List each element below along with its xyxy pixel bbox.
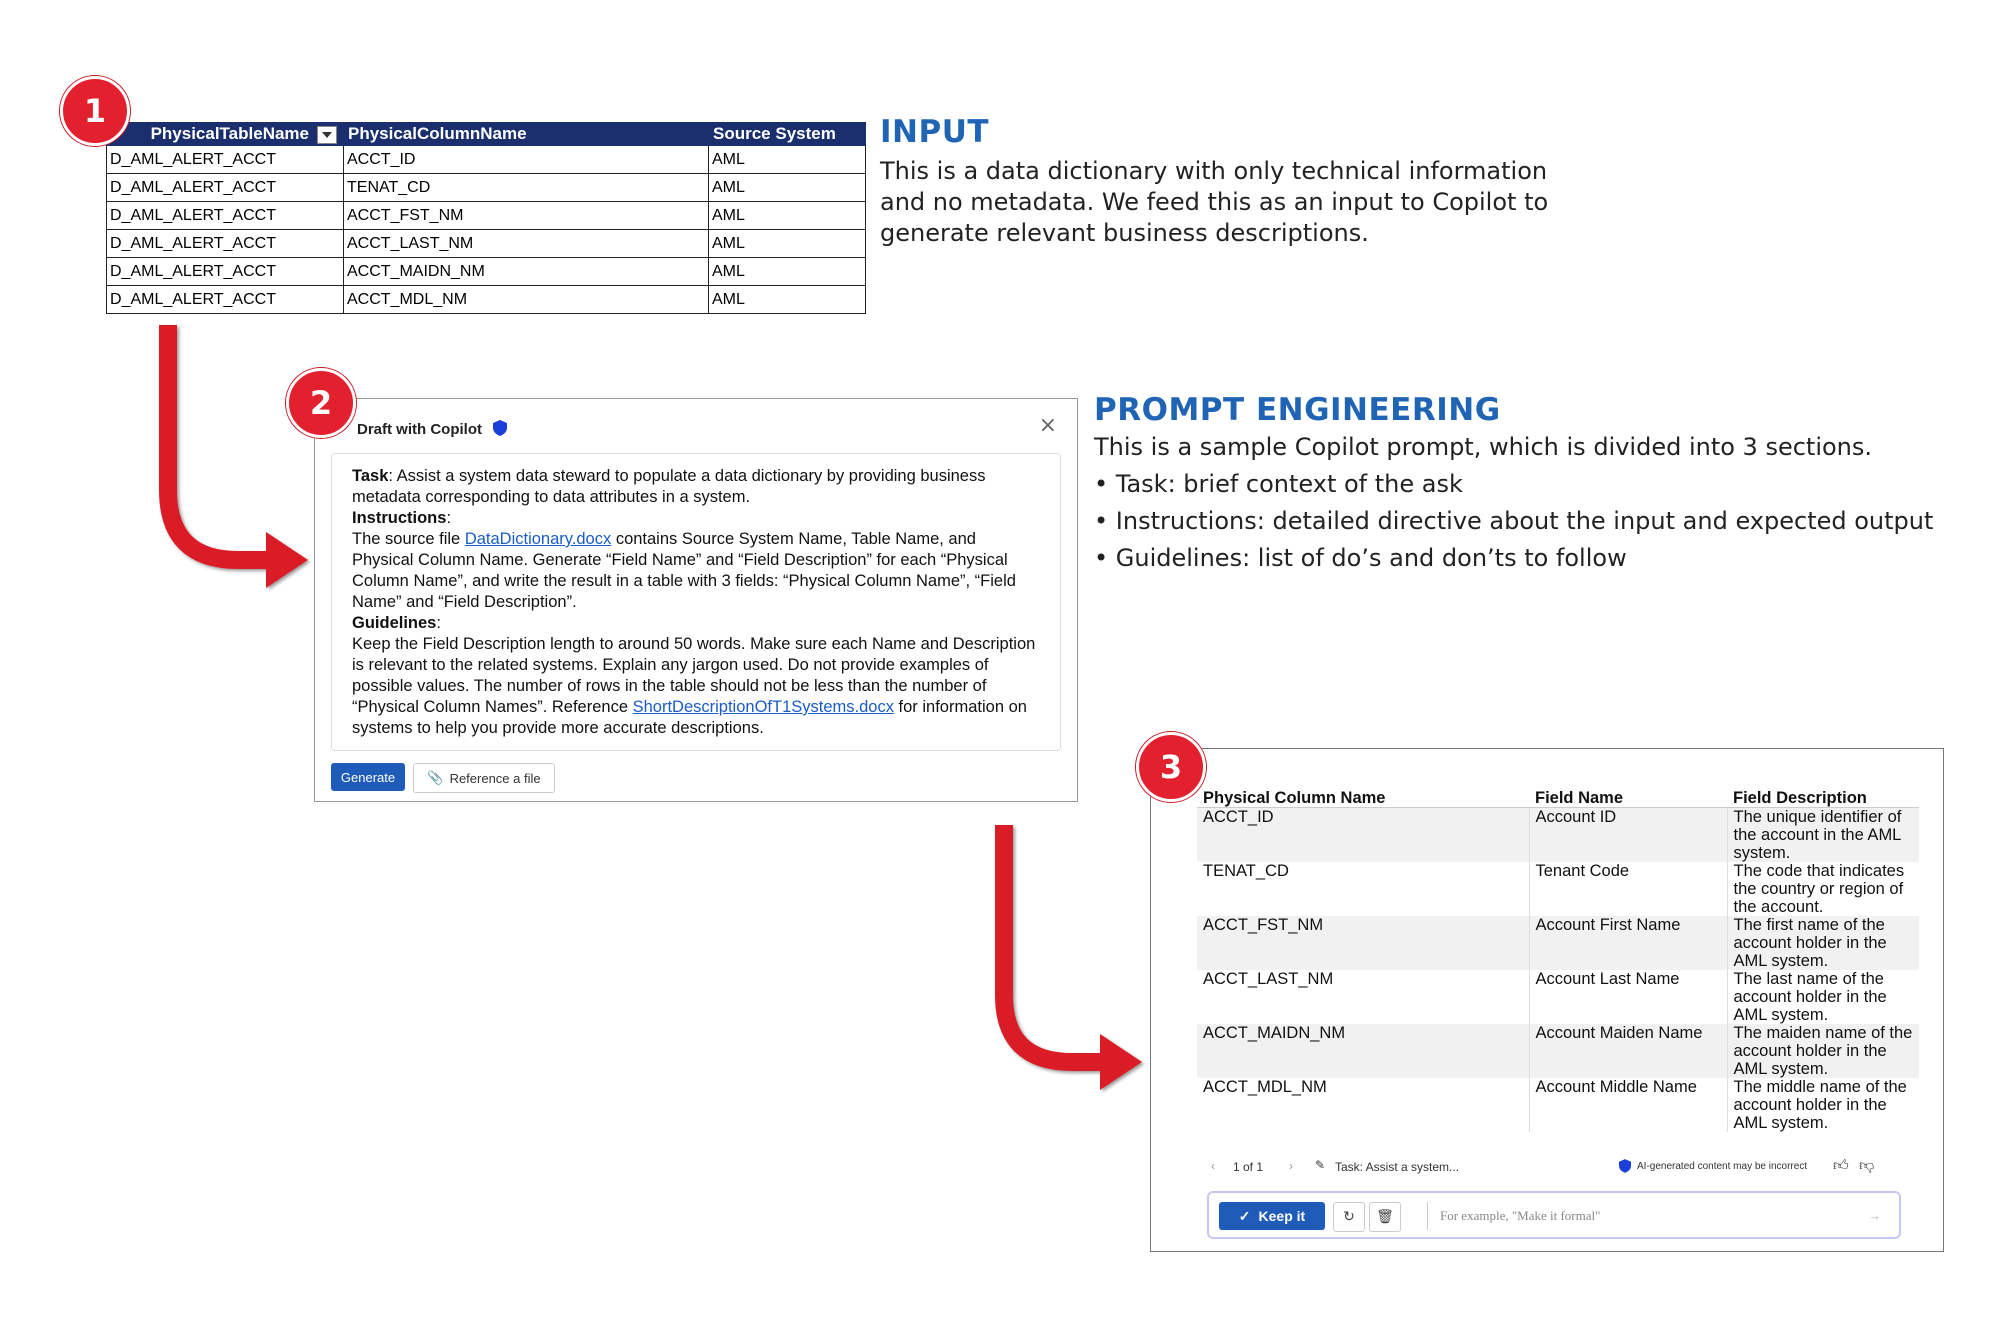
regenerate-button[interactable] [1333,1202,1365,1232]
input-data-dictionary-table [106,122,866,314]
arrow-2-to-3 [1004,825,1142,1090]
table-cell: ACCT_LAST_NM [1197,970,1529,1024]
table-cell[interactable]: AML [709,286,866,314]
prompt-engineering-description: This is a sample Copilot prompt, which is divided into 3 sections. • Task: brief context of the ask • Instructions: detailed directive about the input and expected output • Guidelines: list of do’s and don’ts to follow [1094,433,1934,572]
instructions-text-post: contains Source System Name, Table Name, and Physical Column Name. Generate “Field Name” and “Field Description” for each “Physical Column Name”, and write the result in a table with 3 fields: “Physical Column Name”, “Field Name” and “Field Description”. [352,530,1016,611]
table-cell: The last name of the account holder in the AML system. [1733,970,1887,1024]
bullet-guidelines: • Guidelines: list of do’s and don’ts to follow [1094,544,1627,572]
generate-button[interactable]: Generate [331,763,405,791]
table-cell[interactable]: ACCT_LAST_NM [344,230,709,258]
step-1-badge: 1 [60,76,130,146]
paperclip-icon: 📎 [427,770,444,785]
table-cell: Account First Name [1529,916,1727,970]
chevron-left-icon[interactable]: ‹ [1211,1159,1215,1173]
table-cell: ACCT_MDL_NM [1197,1078,1529,1132]
table-row [107,174,866,202]
table-cell: Account ID [1529,808,1727,863]
table-row [1197,1024,1919,1078]
table-cell[interactable]: D_AML_ALERT_ACCT [107,258,344,286]
table-cell[interactable]: D_AML_ALERT_ACCT [107,286,344,314]
copilot-output-panel [1150,748,1944,1252]
close-icon[interactable]: × [1038,413,1057,438]
table-row [107,230,866,258]
table-row [1197,1078,1919,1132]
refine-input[interactable] [1427,1202,1889,1230]
table-row [107,258,866,286]
table-cell: The first name of the account holder in the AML system. [1727,916,1919,970]
copilot-shield-icon [1619,1159,1631,1173]
input-title: INPUT [880,114,990,150]
pager-text: 1 of 1 [1233,1160,1264,1174]
refine-chat-bar [1207,1191,1901,1239]
table-cell: ACCT_ID [1197,808,1529,863]
chevron-right-icon[interactable]: › [1289,1159,1293,1173]
table-row [1197,862,1919,916]
table-cell[interactable]: ACCT_ID [344,146,709,174]
table-cell[interactable]: AML [709,174,866,202]
header-physical-column-name: Physical Column Name [1197,789,1529,808]
table-cell: Account Maiden Name [1529,1024,1727,1078]
filter-dropdown-icon[interactable] [317,126,337,144]
copilot-shield-icon [493,420,507,436]
reference-a-file-label: Reference a file [449,770,541,786]
bullet-instructions: • Instructions: detailed directive about the input and expected output [1094,507,1934,535]
short-description-link[interactable]: ShortDescriptionOfT1Systems.docx [632,698,894,716]
header-field-description: Field Description [1727,789,1919,808]
pencil-icon: ✎ [1315,1158,1326,1172]
refine-input-placeholder: For example, "Make it formal" [1440,1208,1601,1223]
input-description: This is a data dictionary with only technical information and no metadata. We feed this as an input to Copilot to generate relevant business descriptions. [880,157,1549,247]
send-arrow-icon[interactable]: → [1868,1208,1881,1223]
table-cell: Tenant Code [1529,862,1727,916]
task-summary[interactable]: Task: Assist a system... [1335,1160,1460,1174]
table-cell[interactable]: ACCT_MAIDN_NM [344,258,709,286]
table-row [1197,916,1919,970]
table-cell: Account Middle Name [1529,1078,1727,1132]
step-2-badge: 2 [286,368,356,438]
response-navigation-row [1211,1155,1911,1179]
bullet-task: • Task: brief context of the ask [1094,470,1463,498]
table-cell: TENAT_CD [1197,862,1529,916]
table-cell: The maiden name of the account holder in the AML system. [1727,1024,1919,1078]
dialog-title: Draft with Copilot [357,421,482,438]
table-cell[interactable]: ACCT_MDL_NM [344,286,709,314]
table-row [1197,808,1919,863]
arrow-1-to-2 [168,325,308,588]
instructions-text-pre: The source file [352,530,465,548]
table-row [1197,970,1919,1024]
instructions-label: Instructions [352,509,447,527]
task-text: : Assist a system data steward to populate a data dictionary by providing business metadata corresponding to data attributes in a system. [352,467,986,506]
header-physical-table-name: PhysicalTableName [107,123,344,146]
table-cell: The middle name of the account holder in the AML system. [1733,1078,1907,1132]
table-cell[interactable]: AML [709,230,866,258]
table-row [107,146,866,174]
check-icon: ✓ [1238,1207,1251,1224]
guidelines-text-post: for information on systems to help you provide more accurate descriptions. [352,698,1027,737]
trash-icon: 🗑︎ [1376,1209,1394,1225]
table-cell[interactable]: D_AML_ALERT_ACCT [107,146,344,174]
guidelines-label: Guidelines [352,614,437,632]
reference-a-file-button[interactable] [413,763,555,793]
thumbs-down-icon[interactable]: 👎︎ [1859,1157,1875,1174]
table-cell: Account Last Name [1529,970,1727,1024]
header-source-system: Source System [709,123,866,146]
table-row [107,202,866,230]
table-cell[interactable]: D_AML_ALERT_ACCT [107,230,344,258]
table-cell[interactable]: AML [709,202,866,230]
output-table-viewport[interactable] [1151,749,1945,1149]
output-table [1197,789,1919,1132]
prompt-engineering-title: PROMPT ENGINEERING [1094,392,1501,428]
table-cell[interactable]: D_AML_ALERT_ACCT [107,174,344,202]
table-cell[interactable]: TENAT_CD [344,174,709,202]
data-dictionary-link[interactable]: DataDictionary.docx [464,530,612,548]
refresh-icon: ↻ [1343,1209,1355,1225]
task-label: Task [352,467,389,485]
table-cell: ACCT_FST_NM [1197,916,1529,970]
prompt-text-area[interactable]: Task: Assist a system data steward to populate a data dictionary by providing business metadata corresponding to data attributes in a system. Instructions: The source file DataDictionary.docx contains Source System Name, Table Name, and Physical Column Name. Generate “Field Name” and “Field Description” for each “Physical Column Name”, and write the result in a table with 3 fields: “Physical Column Name”, “Field Name” and “Field Description”. Guidelines: Keep the Field Description length to around 50 words. Make sure each Name and Description is relevant to the related systems. Explain any jargon used. Do not provide examples of possible values. The number of rows in the table should not be less than the number of “Physical Column Names”. Reference ShortDescriptionOfT1Systems.docx for information on systems to help you provide more accurate descriptions. [331,453,1061,751]
table-cell: The unique identifier of the account in the AML system. [1727,808,1919,863]
header-field-name: Field Name [1529,789,1727,808]
table-cell[interactable]: ACCT_FST_NM [344,202,709,230]
table-cell: ACCT_MAIDN_NM [1197,1024,1529,1078]
table-cell[interactable]: AML [709,258,866,286]
step-3-badge: 3 [1136,732,1206,802]
table-cell[interactable]: D_AML_ALERT_ACCT [107,202,344,230]
table-cell: The code that indicates the country or region of the account. [1733,862,1905,916]
keep-it-label: Keep it [1258,1208,1306,1224]
table-cell[interactable]: AML [709,146,866,174]
thumbs-up-icon[interactable]: 👍︎ [1833,1157,1849,1174]
ai-disclaimer: AI-generated content may be incorrect [1637,1161,1808,1172]
draft-with-copilot-dialog [314,398,1078,802]
discard-button[interactable] [1369,1202,1401,1232]
keep-it-button[interactable] [1219,1202,1325,1230]
header-physical-column-name: PhysicalColumnName [344,123,709,146]
table-row [107,286,866,314]
guidelines-text-pre: Keep the Field Description length to around 50 words. Make sure each Name and Description is relevant to the related systems. Explain any jargon used. Do not provide examples of possible values. The number of rows in the table should not be less than the number of “Physical Column Names”. Reference [352,635,1036,716]
